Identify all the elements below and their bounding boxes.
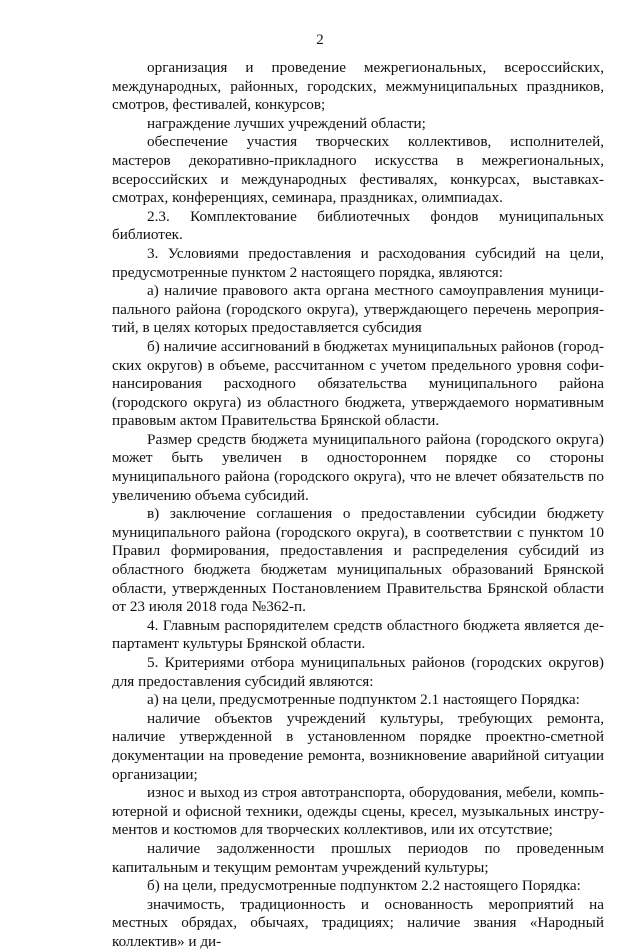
paragraph: наличие объектов учреждений культуры, требующих ремонта, наличие утвержденной в установленном порядке проектно-сметной документации на проведение ремонта, возникновение аварийной ситуации организации;: [112, 709, 604, 783]
paragraph: 4. Главным распорядителем средств областного бюджета является департамент культуры Брянской области.: [112, 616, 604, 653]
paragraph: наличие задолженности прошлых периодов по проведенным капитальным и текущим ремонтам учреждений культуры;: [112, 839, 604, 876]
paragraph: в) заключение соглашения о предоставлении субсидии бюджету муниципального района (городского округа), в соответствии с пунктом 10 Правил формирования, предоставления и распределения субсидий из областного бюджета бюджетам муниципальных образований Брянской области, утвержденных Постановлением Правительства Брянской области от 23 июля 2018 года №362-п.: [112, 505, 604, 616]
paragraph: организация и проведение межрегиональных, всероссийских, международных, районных, городских, межмуниципальных праздников, смотров, фестивалей, конкурсов;: [112, 59, 604, 114]
paragraph: б) наличие ассигнований в бюджетах муниципальных районов (городских округов) в объеме, рассчитанном с учетом предельного уровня софинансирования расходного обязательства муниципального района (городского округа) из областного бюджета, утверждаемого нормативным правовым актом Правительства Брянской области.: [112, 337, 604, 430]
paragraph: б) на цели, предусмотренные подпунктом 2.2 настоящего Порядка:: [147, 877, 581, 895]
paragraph: 2.3. Комплектование библиотечных фондов муниципальных библиотек.: [112, 207, 604, 244]
paragraph: а) наличие правового акта органа местного самоуправления муниципального района (городского округа), утверждающего перечень мероприятий, в целях которых предоставляется субсидия: [112, 282, 604, 337]
document-body: [112, 59, 604, 952]
paragraph: а) на цели, предусмотренные подпунктом 2.1 настоящего Порядка:: [147, 691, 580, 709]
paragraph: 5. Критериями отбора муниципальных районов (городских округов) для предоставления субсидий являются:: [112, 654, 604, 690]
paragraph: 3. Условиями предоставления и расходования субсидий на цели, предусмотренные пунктом 2 настоящего порядка, являются:: [112, 244, 604, 281]
paragraph: Размер средств бюджета муниципального района (городского округа) может быть увеличен в одностороннем порядке со стороны муниципального района (городского округа), что не влечет обязательств по увеличению объема субсидий.: [112, 430, 604, 504]
page-number: 2: [316, 32, 324, 48]
paragraph: награждение лучших учреждений области;: [147, 114, 426, 132]
paragraph: износ и выход из строя автотранспорта, оборудования, мебели, компьютерной и офисной техники, одежды сцены, кресел, музыкальных инструментов и костюмов для творческих коллективов, или их отсутствие;: [112, 784, 604, 839]
paragraph: обеспечение участия творческих коллективов, исполнителей, мастеров декоративно-прикладного искусства в межрегиональных, всероссийских и международных фестивалях, конкурсах, выставках-смотрах, конференциях, семинара, праздниках, олимпиадах.: [112, 133, 604, 207]
paragraph: значимость, традиционность и основанность мероприятий на местных обрядах, обычаях, традициях; наличие звания «Народный коллектив» и ди-: [112, 895, 604, 950]
